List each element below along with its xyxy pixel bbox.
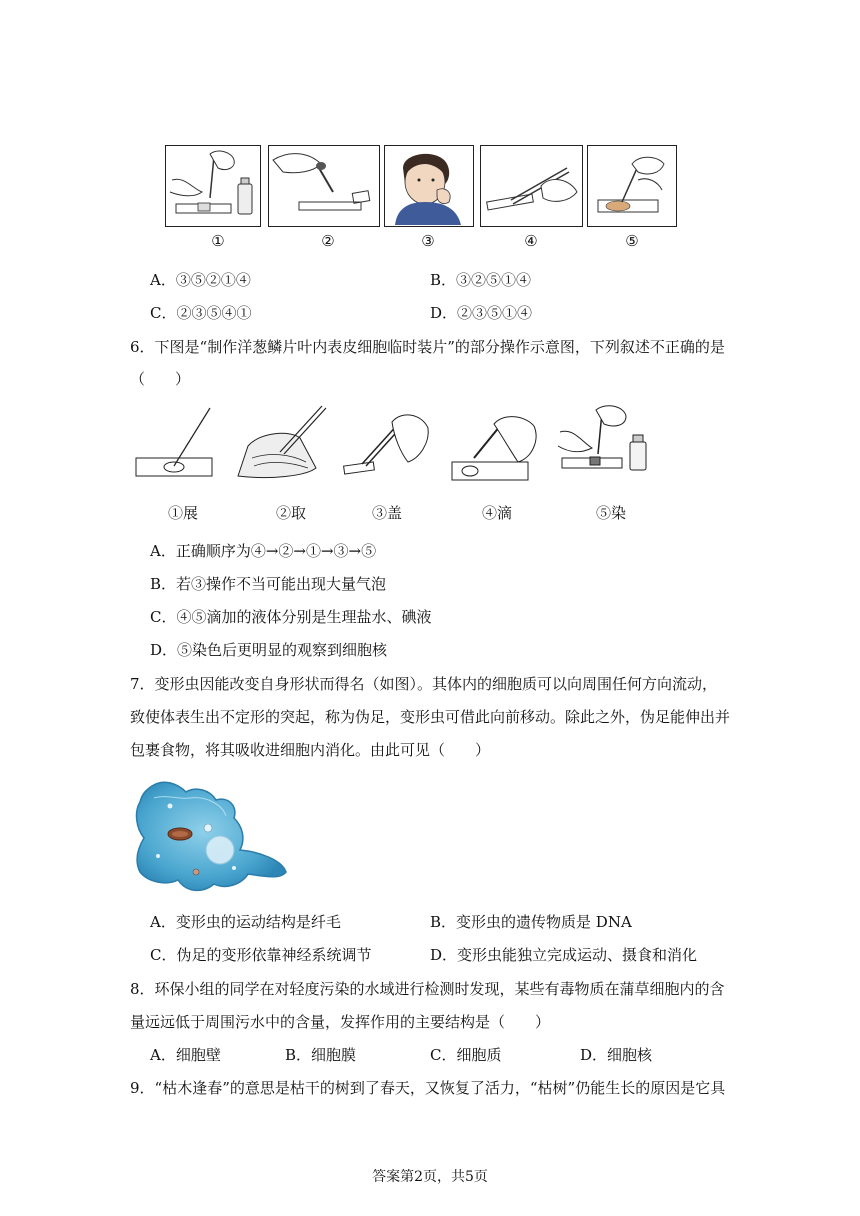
page-footer: 答案第2页，共5页 [372,1169,488,1185]
q6-step-label-2: ②取 [276,504,307,522]
amoeba-illustration [130,776,290,896]
q7-option-a: A．变形虫的运动结构是纤毛 [150,913,341,931]
q7-option-b: B．变形虫的遗传物质是 DNA [430,913,632,931]
q5-option-a: A．③⑤②①④ [150,271,251,289]
q5-panel-label-1: ① [211,232,225,250]
q6-option-a: A．正确顺序为④→②→①→③→⑤ [150,542,377,560]
q6-step-3-drawing [344,415,429,474]
q6-step-4-drawing [452,417,536,480]
q5-panel-label-2: ② [321,232,335,250]
q8-option-c: C．细胞质 [430,1046,502,1064]
q6-step-label-4: ④滴 [482,504,513,522]
q5-panel-label-5: ⑤ [625,232,639,250]
q6-stem-line-1: 6．下图是“制作洋葱鳞片叶内表皮细胞临时装片”的部分操作示意图，下列叙述不正确的是 [130,338,725,356]
q6-option-c: C．④⑤滴加的液体分别是生理盐水、碘液 [150,608,432,626]
q6-step-label-1: ①展 [168,504,199,522]
q5-option-c: C．②③⑤④① [150,304,252,322]
q6-stem-line-2: （ ） [130,370,191,388]
q6-step-5-drawing [558,406,646,470]
q7-stem-line-3: 包裹食物，将其吸收进细胞内消化。由此可见（ ） [130,741,491,759]
q5-panel-3 [384,145,474,227]
q5-option-d: D．②③⑤①④ [430,304,533,322]
q6-step-2-drawing [238,406,326,478]
q8-option-d: D．细胞核 [580,1046,653,1064]
q6-step-label-3: ③盖 [372,504,403,522]
q5-option-b: B．③②⑤①④ [430,271,532,289]
q6-steps-illustration [130,402,670,494]
q5-panel-1 [165,145,261,227]
q6-option-d: D．⑤染色后更明显的观察到细胞核 [150,641,388,659]
q8-option-a: A．细胞壁 [150,1046,221,1064]
q6-step-label-5: ⑤染 [596,504,627,522]
q7-option-c: C．伪足的变形依靠神经系统调节 [150,946,372,964]
q6-option-b: B．若③操作不当可能出现大量气泡 [150,575,387,593]
q7-option-d: D．变形虫能独立完成运动、摄食和消化 [430,946,698,964]
q5-panel-label-4: ④ [524,232,538,250]
q5-panel-2 [268,145,380,227]
q8-option-b: B．细胞膜 [285,1046,357,1064]
q5-panel-4 [480,145,583,227]
q5-panel-label-3: ③ [421,232,435,250]
q7-stem-line-2: 致使体表生出不定形的突起，称为伪足，变形虫可借此向前移动。除此之外，伪足能伸出并 [130,708,731,726]
q8-stem-line-1: 8．环保小组的同学在对轻度污染的水域进行检测时发现，某些有毒物质在蒲草细胞内的含 [130,980,725,998]
q7-stem-line-1: 7．变形虫因能改变自身形状而得名（如图）。其体内的细胞质可以向周围任何方向流动， [130,675,718,693]
q6-step-1-drawing [136,408,212,476]
q8-stem-line-2: 量远远低于周围污水中的含量，发挥作用的主要结构是（ ） [130,1013,551,1031]
q9-stem-line-1: 9．“枯木逢春”的意思是枯干的树到了春天，又恢复了活力，“枯树”仍能生长的原因是它具 [130,1079,726,1097]
q5-panel-5 [587,145,677,227]
